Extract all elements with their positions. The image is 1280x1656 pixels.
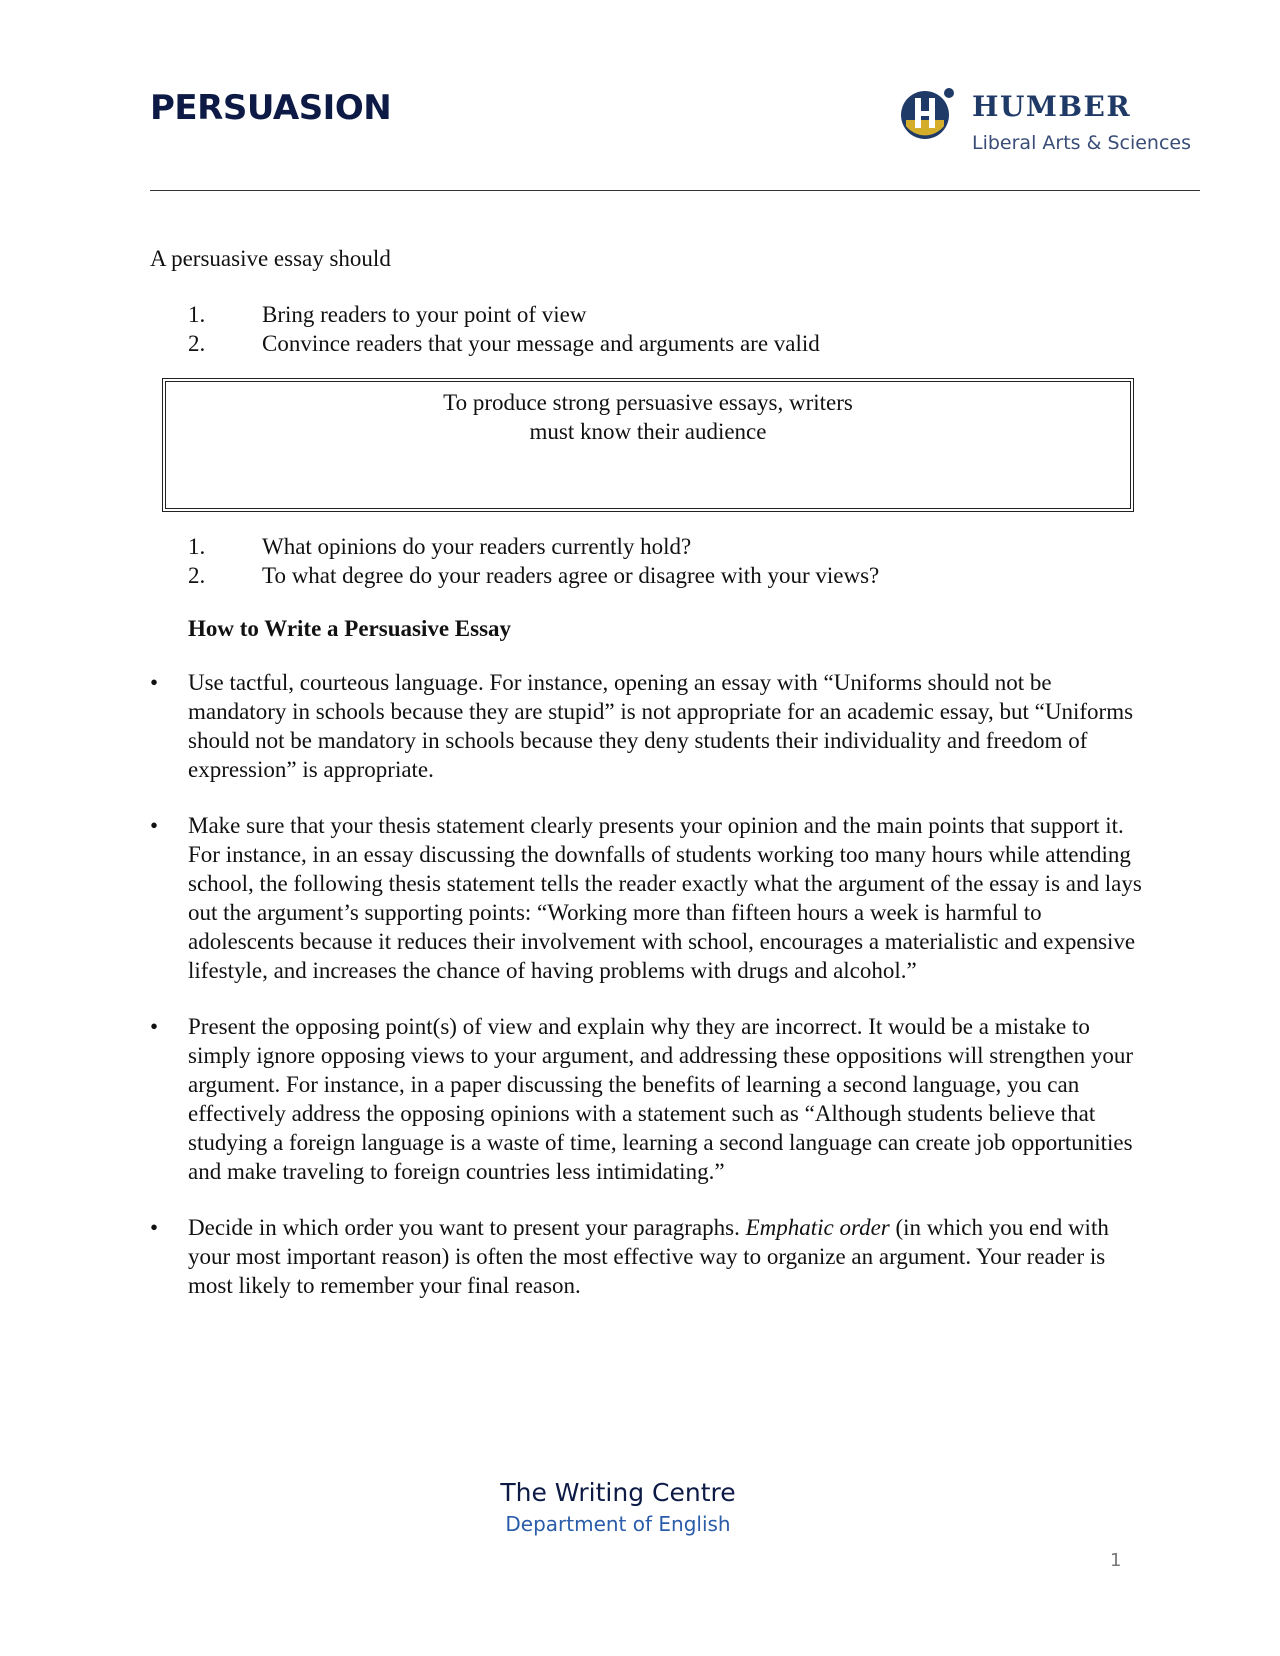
document-title: PERSUASION [150, 88, 392, 128]
footer-subtitle: Department of English [505, 1512, 731, 1536]
tip-item [150, 1012, 1150, 1186]
list-number: 2. [188, 563, 206, 588]
tip-item [150, 668, 1150, 784]
page-number: 1 [1110, 1550, 1122, 1571]
callout-box [162, 378, 1134, 512]
section-heading: How to Write a Persuasive Essay [188, 616, 512, 641]
list-item [150, 300, 820, 329]
list-item [150, 561, 879, 590]
logo-subtitle: Liberal Arts & Sciences [972, 132, 1191, 154]
callout-text [408, 388, 888, 446]
callout-line-2: must know their audience [529, 419, 767, 444]
list-number: 1. [188, 302, 206, 327]
tips-list [150, 668, 1150, 1327]
logo-name: HUMBER [972, 90, 1132, 123]
tip-text: Use tactful, courteous language. For instance, opening an essay with “Uniforms should not be mandatory in schools because they are stupid” is not appropriate for an academic essay, but “Uniforms should not be mandatory in schools because they deny students their individuality and freedom of expression” is appropriate. [188, 670, 1134, 782]
tip-text: Present the opposing point(s) of view and explain why they are incorrect. It would be a mistake to simply ignore opposing views to your argument, and addressing these oppositions will strengthen your argument. For instance, in a paper discussing the benefits of learning a second language, you can effectively address the opposing opinions with a statement such as “Although students believe that studying a foreign language is a waste of time, learning a second language can create job opportunities and make traveling to foreign countries less intimidating.” [188, 1014, 1134, 1184]
tip-item [150, 811, 1150, 985]
humber-logo-icon [898, 84, 956, 142]
tip-text-end: (in which you end with your most important reason) is often the most effective way to organize an argument. Your reader is most likely to remember your final reason. [188, 1215, 1109, 1298]
bullet-icon: • [150, 1215, 159, 1240]
bullet-icon: • [150, 813, 159, 838]
tip-emphasis: Emphatic order [745, 1215, 890, 1240]
bullet-icon: • [150, 670, 159, 695]
list-text: Convince readers that your message and arguments are valid [262, 331, 820, 356]
header-divider [150, 190, 1200, 191]
goals-list [150, 300, 820, 358]
list-text: To what degree do your readers agree or disagree with your views? [262, 563, 880, 588]
callout-line-1: To produce strong persuasive essays, writers [443, 390, 853, 415]
list-text: What opinions do your readers currently hold? [262, 534, 692, 559]
humber-logo [898, 84, 1198, 164]
footer-title: The Writing Centre [500, 1478, 736, 1507]
list-text: Bring readers to your point of view [262, 302, 587, 327]
list-item [150, 532, 879, 561]
tip-text-start: Decide in which order you want to present your paragraphs. [188, 1215, 746, 1240]
questions-list [150, 532, 879, 590]
intro-text: A persuasive essay should [150, 246, 391, 271]
list-item [150, 329, 820, 358]
bullet-icon: • [150, 1014, 159, 1039]
list-number: 2. [188, 331, 206, 356]
tip-item [150, 1213, 1150, 1300]
list-number: 1. [188, 534, 206, 559]
tip-text: Make sure that your thesis statement clearly presents your opinion and the main points that support it. For instance, in an essay discussing the downfalls of students working too many hours while attending school, the following thesis statement tells the reader exactly what the argument of the essay is and lays out the argument’s supporting points: “Working more than fifteen hours a week is harmful to adolescents because it reduces their involvement with school, encourages a materialistic and expensive lifestyle, and increases the chance of having problems with drugs and alcohol.” [188, 813, 1142, 983]
